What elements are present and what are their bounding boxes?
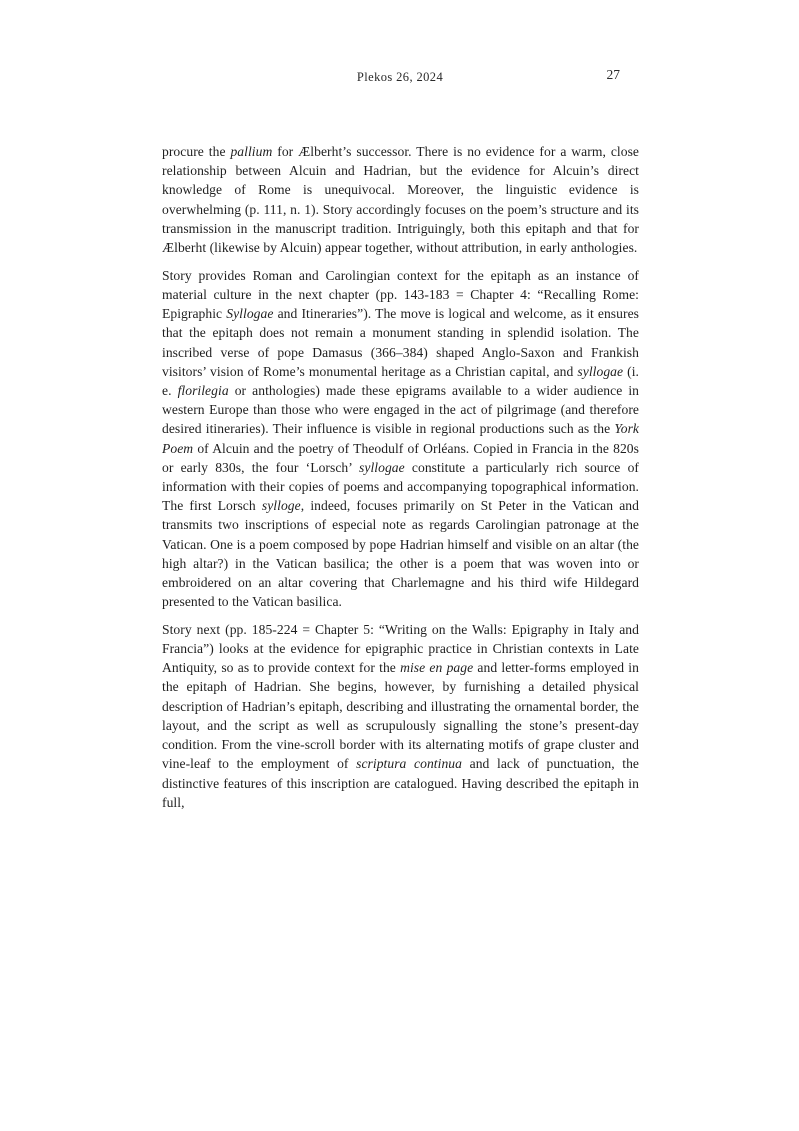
running-header: Plekos 26, 2024 xyxy=(356,70,444,84)
paragraph xyxy=(162,620,639,812)
text-segment: procure the xyxy=(162,144,231,159)
text-segment: or anthologies) made these epigrams available to a wider audience in western Europe than those who were engaged in the act of pilgrimage (and therefore desired itineraries). Their influence is visible in regional productions such as the xyxy=(162,382,640,437)
text-segment: , indeed, focuses primarily on St Peter in the Vatican and transmits two inscriptions of especial note as regards Carolingian patronage at the Vatican. One is a poem composed by pope Hadrian himself and visible on an altar (the high altar?) in the Vatican basilica; the other is a poem that was woven into or embroidered on an altar covering that Charlemagne and his third wife Hildegard presented to the Vatican basilica. xyxy=(162,498,640,610)
italic-text-segment: sylloge xyxy=(261,498,301,514)
italic-text-segment: florilegia xyxy=(177,382,229,398)
italic-text-segment: York Poem xyxy=(162,421,639,456)
text-segment: Story provides Roman and Carolingian context for the epitaph as an instance of material culture in the next chapter (pp. 143-183 = Chapter 4: “Recalling Rome: Epigraphic xyxy=(162,267,639,322)
italic-text-segment: Syllogae xyxy=(226,306,274,322)
italic-text-segment: pallium xyxy=(230,144,273,159)
text-segment: and lack of punctuation, the distinctive features of this inscription are catalogued. Having described the epitaph in full, xyxy=(162,756,640,810)
paragraph xyxy=(162,266,639,612)
italic-text-segment: mise en page xyxy=(400,660,474,676)
italic-text-segment: syllogae xyxy=(359,459,405,475)
page-number: 27 xyxy=(606,67,620,82)
italic-text-segment: syllogae xyxy=(577,363,624,379)
paragraph xyxy=(162,142,639,257)
page-body xyxy=(162,142,639,820)
text-segment: Story next (pp. 185-224 = Chapter 5: “Writing on the Walls: Epigraphy in Italy and Francia”) looks at the evidence for epigraphic practice in Christian contexts in Late Antiquity, so as to provide context for the xyxy=(162,621,639,676)
text-segment: and Itineraries”). The move is logical and welcome, as it ensures that the epitaph does not remain a monument standing in splendid isolation. The inscribed verse of pope Damasus (366–384) shaped Anglo-Saxon and Frankish visitors’ vision of Rome’s monumental heritage as a Christian capital, and xyxy=(162,306,639,379)
text-segment: (i. e. xyxy=(162,363,639,398)
text-segment: for Ælberht’s successor. There is no evidence for a warm, close relationship between Alcuin and Hadrian, but the evidence for Alcuin’s direct knowledge of Rome is unequivocal. Moreover, the linguistic evidence is overwhelming (p. 111, n. 1). Story accordingly focuses on the poem’s structure and its transmission in the manuscript tradition. Intriguingly, both this epitaph and that for Ælberht (likewise by Alcuin) appear together, without attribution, in early anthologies. xyxy=(162,144,640,256)
text-segment: of Alcuin and the poetry of Theodulf of Orléans. Copied in Francia in the 820s or early 830s, the four ‘Lorsch’ xyxy=(162,440,639,475)
text-segment: constitute a particularly rich source of information with their copies of poems and accompanying topographical information. The first Lorsch xyxy=(162,459,639,514)
italic-text-segment: scriptura continua xyxy=(356,756,462,772)
text-segment: and letter-forms employed in the epitaph of Hadrian. She begins, however, by furnishing a detailed physical description of Hadrian’s epitaph, describing and illustrating the ornamental border, the layout, and the script as well as scrupulously signalling the stone’s present-day condition. From the vine-scroll border with its alternating motifs of grape cluster and vine-leaf to the employment of xyxy=(162,660,639,772)
